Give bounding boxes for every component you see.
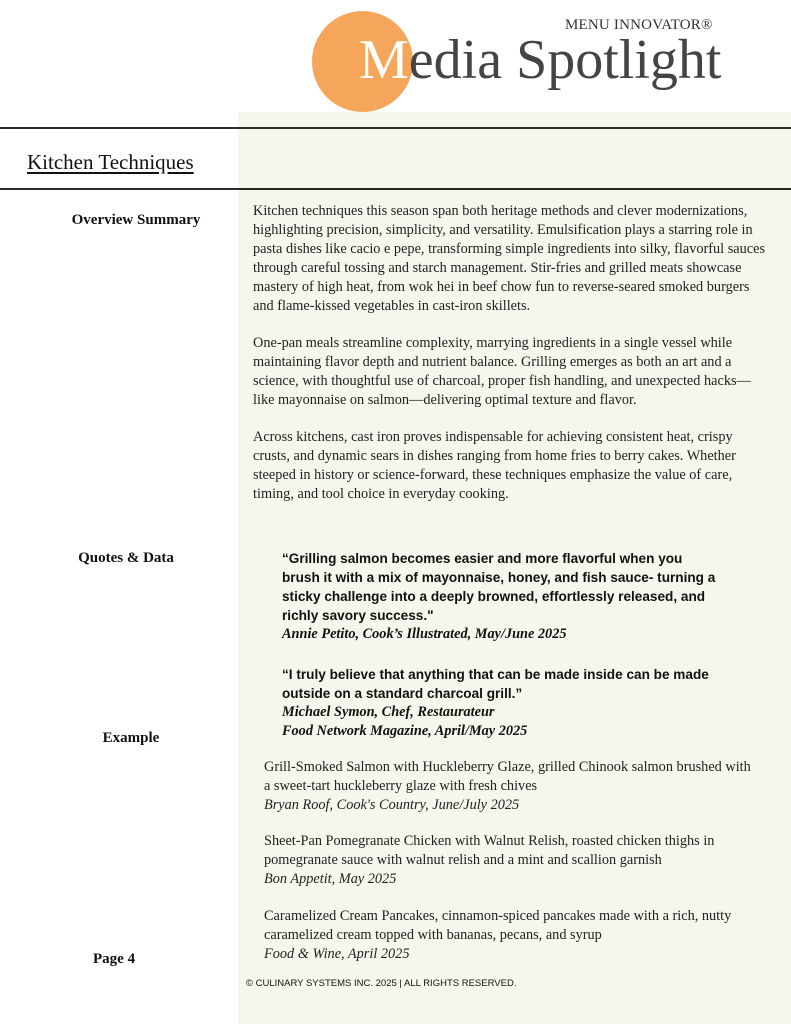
quote-block (282, 549, 722, 644)
quote-text: “Grilling salmon becomes easier and more flavorful when you brush it with a mix of mayonnaise, honey, and fish sauce- turning a sticky challenge into a deeply browned, effortlessly released, and richly savory success." (282, 551, 716, 623)
overview-paragraph: Across kitchens, cast iron proves indispensable for achieving consistent heat, crispy crusts, and dynamic sears in dishes ranging from home fries to berry cakes. Whether steeped in history or science-forward, these techniques emphasize the value of care, timing, and tool choice in everyday cooking. (253, 429, 736, 502)
quote-source: Annie Petito, Cook’s Illustrated, May/June 2025 (282, 626, 567, 642)
overview-paragraph: Kitchen techniques this season span both heritage methods and clever modernizations, highlighting precision, simplicity, and versatility. Emulsification plays a starring role in pasta dishes like cacio e pepe, transforming simple ingredients into silky, flavorful sauces through careful tossing and starch management. Stir-fries and grilled meats showcase mastery of high heat, from wok hei in beef chow fun to reverse-seared smoked burgers and flame-kissed vegetables in cast-iron skillets. (253, 203, 766, 314)
quote-block (282, 665, 712, 741)
example-source: Bon Appetit, May 2025 (264, 871, 397, 887)
copyright-footer: © CULINARY SYSTEMS INC. 2025 | ALL RIGHTS RESERVED. (246, 978, 517, 989)
overview-paragraph: One-pan meals streamline complexity, marrying ingredients in a single vessel while maintaining flavor depth and nutrient balance. Grilling emerges as both an art and a science, with thoughtful use of charcoal, proper fish handling, and unexpected hacks—like mayonnaise on salmon—delivering optimal texture and flavor. (253, 335, 751, 408)
quote-source: Michael Symon, Chef, Restaurateur (282, 704, 495, 720)
example-source: Food & Wine, April 2025 (264, 946, 410, 962)
quote-text: “I truly believe that anything that can be made inside can be made outside on a standard charcoal grill.” (282, 667, 709, 701)
page-title-rest: edia Spotlight (408, 29, 722, 91)
overview-summary (253, 202, 768, 522)
example-label: Example (102, 730, 160, 746)
page-title-initial: M (359, 29, 409, 91)
page-number: Page 4 (93, 951, 136, 967)
section-title: Kitchen Techniques (27, 150, 194, 174)
section-divider (0, 188, 791, 190)
brand-name: MENU INNOVATOR® (565, 17, 713, 33)
example-text: Sheet-Pan Pomegranate Chicken with Walnut Relish, roasted chicken thighs in pomegranate sauce with walnut relish and a mint and scallion garnish (264, 833, 715, 868)
page-title (359, 29, 722, 91)
example-item (264, 758, 754, 815)
example-source: Bryan Roof, Cook's Country, June/July 2025 (264, 797, 520, 813)
overview-label: Overview Summary (71, 212, 201, 228)
header-divider (0, 127, 791, 129)
quote-source-publication: Food Network Magazine, April/May 2025 (282, 723, 528, 739)
quotes-label: Quotes & Data (78, 550, 174, 566)
example-item (264, 907, 764, 964)
example-item (264, 832, 764, 889)
example-text: Caramelized Cream Pancakes, cinnamon-spiced pancakes made with a rich, nutty caramelized cream topped with bananas, pecans, and syrup (264, 908, 732, 943)
example-text: Grill-Smoked Salmon with Huckleberry Glaze, grilled Chinook salmon brushed with a sweet-tart huckleberry glaze with fresh chives (264, 759, 751, 794)
